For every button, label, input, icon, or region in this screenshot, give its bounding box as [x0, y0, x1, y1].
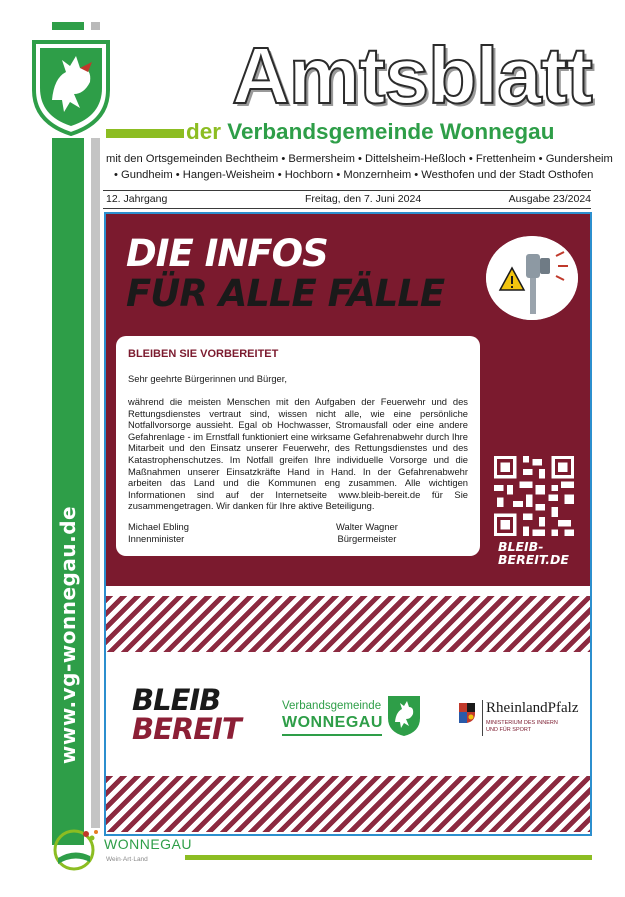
bleib-bereit-logo	[132, 683, 241, 746]
masthead-subtitle	[186, 119, 554, 145]
signature-right	[336, 521, 398, 545]
vg-logo-underline	[282, 734, 382, 736]
issue-number: Ausgabe 23/2024	[508, 193, 591, 205]
footer-brand: WONNEGAU	[104, 836, 192, 852]
member-towns	[106, 151, 613, 183]
card-greeting: Sehr geehrte Bürgerinnen und Bürger,	[128, 373, 287, 384]
vg-logo-line-1: Verbandsgemeinde	[282, 700, 382, 712]
vg-crest-icon	[386, 694, 422, 738]
issue-rule-top	[103, 190, 591, 191]
subtitle-accent-line	[106, 129, 184, 138]
qr-caption-line-2: BEREIT.DE	[498, 552, 569, 567]
sidebar-gray-bar	[91, 138, 100, 828]
qr-caption-line-1: BLEIB-	[498, 539, 544, 554]
bleib-logo-line-1: BLEIB	[132, 683, 221, 717]
rheinland-pfalz-logo	[458, 698, 579, 742]
rlp-divider	[482, 700, 483, 736]
poster-headline-2: FÜR ALLE FÄLLE	[126, 272, 445, 315]
signature-left	[128, 521, 189, 545]
municipal-crest-icon	[30, 38, 112, 136]
issue-date: Freitag, den 7. Juni 2024	[305, 193, 422, 205]
vg-logo-line-2: WONNEGAU	[282, 714, 383, 731]
signer-2-title: Bürgermeister	[337, 533, 397, 544]
sidebar-accent-green	[52, 22, 84, 30]
rlp-coat-of-arms-icon	[458, 702, 476, 724]
card-body: während die meisten Menschen mit den Aufgaben der Feuerwehr und des Rettungsdienstes vertraut sind, wissen nicht alle, wie eine persönliche Notfallvorsorge aussieht. Egal ob Hochwasser, Stromausfall oder eine andere Gefahrenlage - im Ernstfall funktioniert eine wirksame Gefahrenabwehr durch Ihre Mitarbeit und den Einsatz unserer Feuerwehr, des Rettungsdienstes und des Katastrophenschutzes. Im Notfall greifen Ihre individuelle Vorsorge und die Maßnahmen unserer Einsatzkräfte Hand in Hand. In der Gefahrenabwehr arbeiten das Land und die Kommunen eng zusammen. Alle wichtigen Informationen sind auf der Internetseite www.bleib-bereit.de für Sie zusammengetragen. Wir danken für Ihre aktive Beteiligung.	[128, 396, 468, 512]
rlp-name: RheinlandPfalz	[486, 700, 579, 716]
message-card	[116, 336, 480, 556]
rlp-ministry	[486, 720, 558, 733]
footer-tagline: Wein·Art·Land	[106, 856, 148, 863]
warning-siren-icon	[486, 236, 578, 320]
stripe-band-bottom	[106, 776, 590, 832]
rlp-ministry-line-1: MINISTERIUM DES INNERN	[486, 720, 558, 726]
towns-line-2: • Gundheim • Hangen-Weisheim • Hochborn • Monzernheim • Westhofen und der Stadt Osthofen	[114, 169, 594, 181]
towns-line-1: mit den Ortsgemeinden Bechtheim • Bermersheim • Dittelsheim-Heßloch • Frettenheim • Gundersheim	[106, 153, 613, 165]
stripe-band-top	[106, 596, 590, 652]
bleib-bereit-poster	[104, 212, 592, 836]
masthead-title: Amtsblatt	[232, 31, 592, 120]
qr-code-icon[interactable]	[494, 456, 574, 536]
bleib-logo-line-2: BEREIT	[132, 712, 241, 746]
sidebar-website-url[interactable]: www.vg-wonnegau.de	[56, 505, 80, 765]
subtitle-main: Verbandsgemeinde Wonnegau	[227, 119, 555, 144]
card-title: BLEIBEN SIE VORBEREITET	[128, 348, 279, 360]
sidebar-accent-gray	[91, 22, 100, 30]
poster-headline-1: DIE INFOS	[126, 232, 328, 275]
issue-volume: 12. Jahrgang	[106, 193, 168, 205]
footer-accent-line	[185, 855, 592, 860]
signer-1-title: Innenminister	[128, 533, 185, 544]
signer-1-name: Michael Ebling	[128, 521, 189, 532]
qr-caption	[498, 540, 569, 566]
wonnegau-tourism-logo-icon	[50, 826, 102, 872]
issue-rule-bottom	[103, 208, 591, 209]
subtitle-der: der	[186, 119, 222, 144]
signer-2-name: Walter Wagner	[336, 521, 398, 532]
rlp-ministry-line-2: UND FÜR SPORT	[486, 726, 532, 733]
vg-wonnegau-logo	[282, 694, 426, 744]
